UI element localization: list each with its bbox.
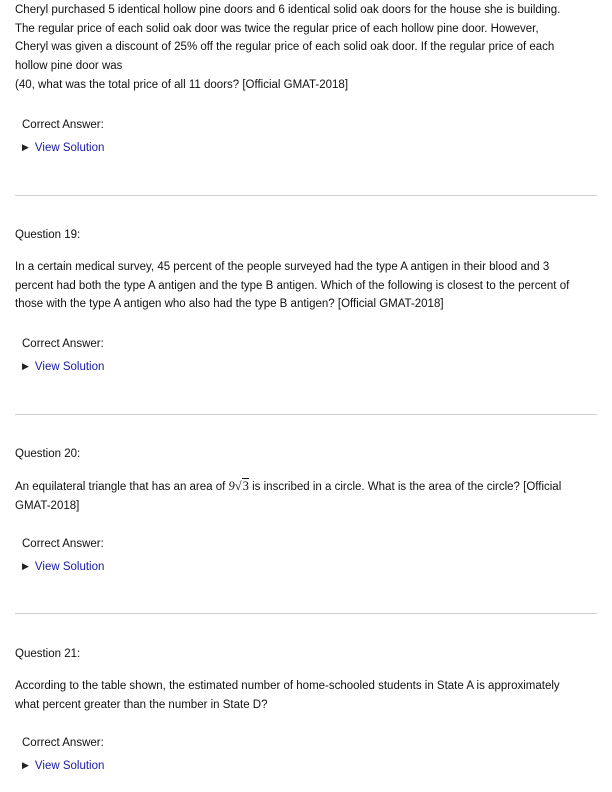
question-20-text bbox=[15, 477, 600, 515]
question-19-text bbox=[15, 258, 600, 314]
math-radicand: 3 bbox=[242, 479, 249, 493]
question-21-text bbox=[15, 677, 600, 714]
question-text-line: (40, what was the total price of all 11 doors? [Official GMAT-2018] bbox=[15, 78, 349, 91]
triangle-right-icon: ▶ bbox=[22, 561, 29, 571]
view-solution-toggle[interactable] bbox=[22, 558, 104, 577]
question-text-line: hollow pine door was bbox=[15, 60, 123, 73]
question-text-line: percent had both the type A antigen and the type B antigen. Which of the following is closest to the percent of bbox=[15, 279, 570, 292]
question-text-before-math: An equilateral triangle that has an area of bbox=[15, 481, 226, 493]
view-solution-label: View Solution bbox=[34, 142, 105, 154]
question-text-line: Cheryl was given a discount of 25% off the regular price of each solid oak door. If the regular price of each bbox=[15, 41, 555, 54]
view-solution-toggle[interactable] bbox=[22, 358, 104, 377]
radical-sign: √ bbox=[234, 479, 242, 493]
triangle-right-icon: ▶ bbox=[22, 142, 29, 152]
question-text-line: what percent greater than the number in State D? bbox=[15, 698, 268, 711]
view-solution-toggle[interactable] bbox=[22, 757, 104, 776]
question-text-line: Cheryl purchased 5 identical hollow pine doors and 6 identical solid oak doors for the house she is building. bbox=[15, 4, 561, 16]
correct-answer-label: Correct Answer: bbox=[22, 737, 104, 749]
math-expression bbox=[229, 478, 249, 493]
question-text-line: In a certain medical survey, 45 percent of the people surveyed had the type A antigen in their blood and 3 bbox=[15, 261, 550, 273]
triangle-right-icon: ▶ bbox=[22, 760, 29, 770]
view-solution-label: View Solution bbox=[34, 760, 105, 772]
question-18-text bbox=[15, 1, 600, 95]
correct-answer-label: Correct Answer: bbox=[22, 538, 104, 550]
view-solution-label: View Solution bbox=[34, 361, 105, 373]
math-coefficient: 9 bbox=[228, 479, 235, 493]
question-text-line: According to the table shown, the estimated number of home-schooled students in State A is approximately bbox=[15, 680, 560, 692]
question-text-line: The regular price of each solid oak door was twice the regular price of each hollow pine door. However, bbox=[15, 22, 539, 35]
question-text-line bbox=[15, 477, 600, 497]
divider bbox=[15, 414, 597, 415]
view-solution-label: View Solution bbox=[34, 561, 105, 573]
divider bbox=[15, 613, 597, 614]
question-title: Question 21: bbox=[15, 648, 81, 660]
question-text-line: GMAT-2018] bbox=[15, 499, 80, 512]
correct-answer-label: Correct Answer: bbox=[22, 119, 104, 131]
question-title: Question 20: bbox=[15, 448, 81, 460]
view-solution-toggle[interactable] bbox=[22, 139, 104, 158]
question-title: Question 19: bbox=[15, 229, 81, 241]
divider bbox=[15, 195, 597, 196]
question-text-after-math: is inscribed in a circle. What is the area of the circle? [Official bbox=[252, 481, 562, 493]
question-text-line: those with the type A antigen who also had the type B antigen? [Official GMAT-2018] bbox=[15, 298, 444, 311]
correct-answer-label: Correct Answer: bbox=[22, 338, 104, 350]
triangle-right-icon: ▶ bbox=[22, 361, 29, 371]
